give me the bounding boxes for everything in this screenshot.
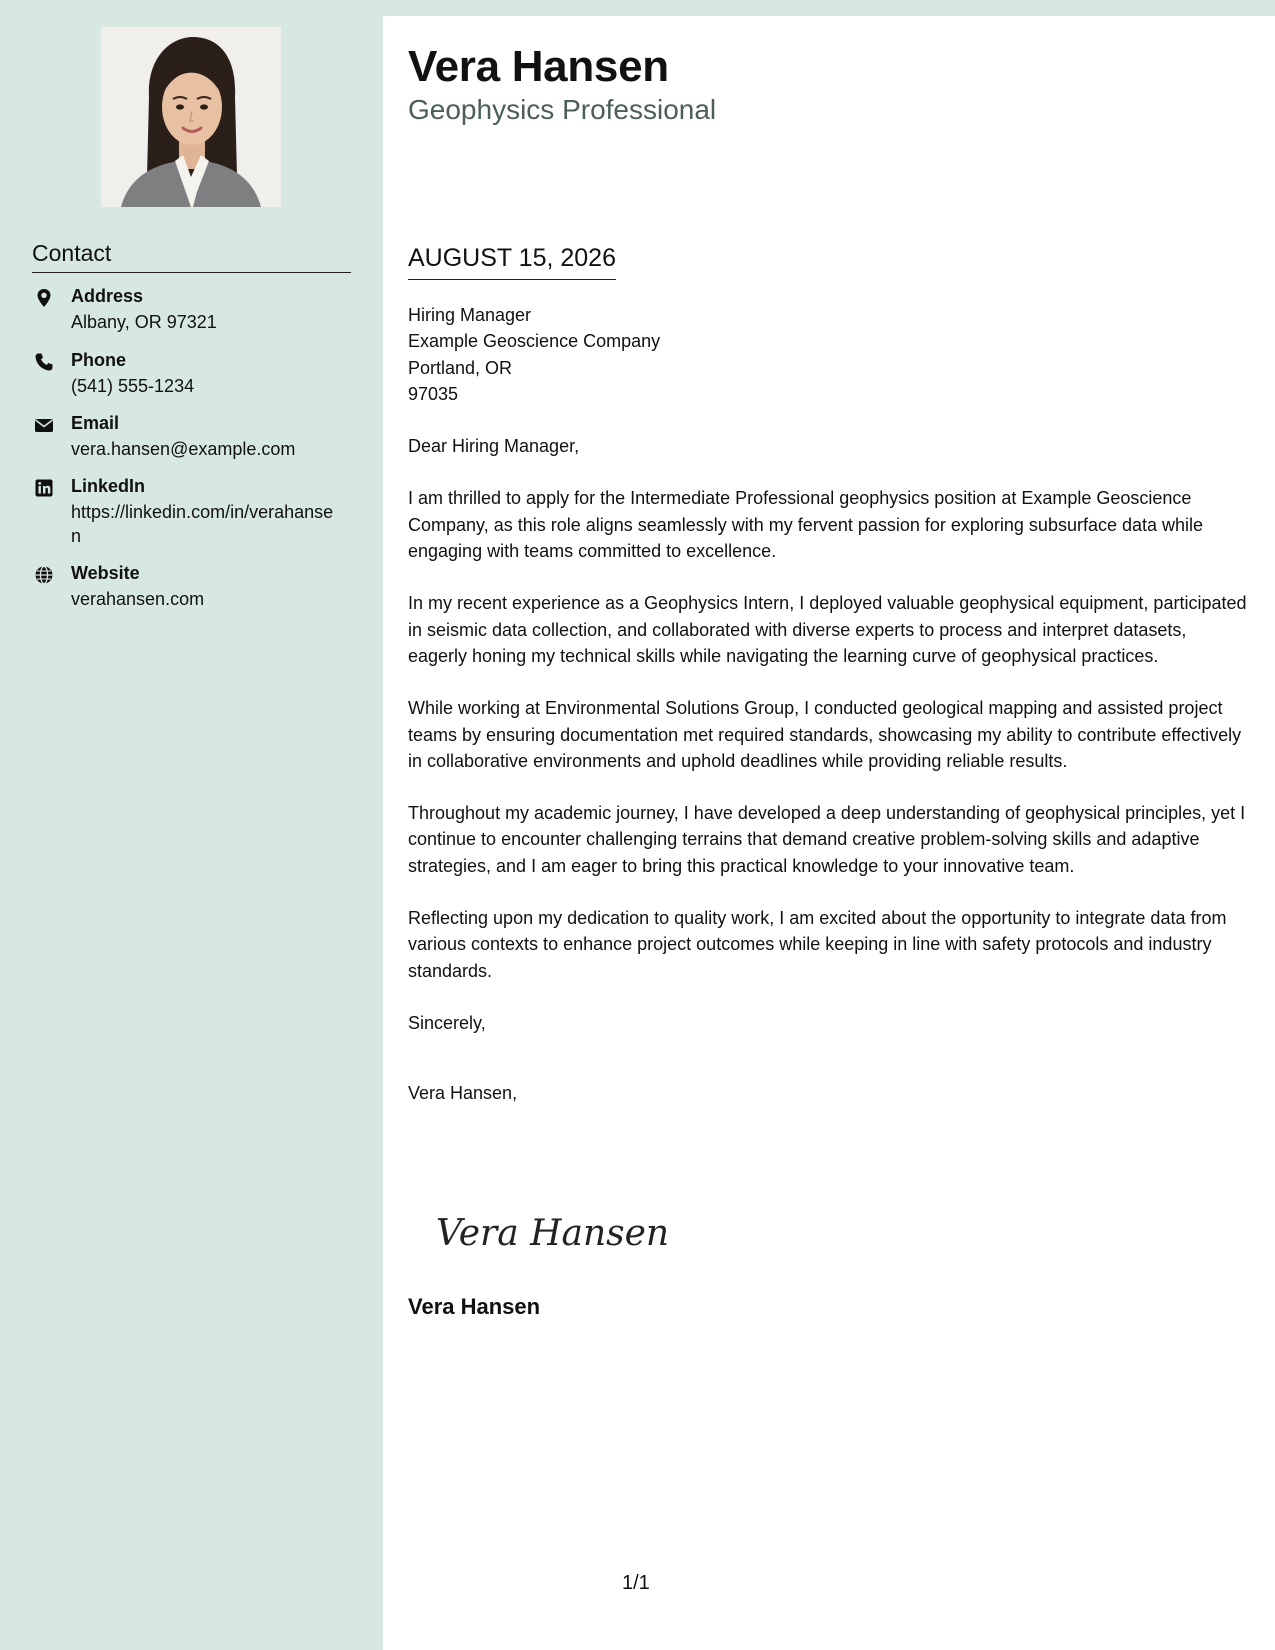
linkedin-value: https://linkedin.com/in/verahansen — [71, 502, 334, 546]
phone-value: (541) 555-1234 — [71, 376, 195, 396]
applicant-name: Vera Hansen — [408, 42, 669, 91]
address-value: Albany, OR 97321 — [71, 312, 217, 332]
profile-photo — [101, 27, 281, 207]
handwritten-signature — [434, 1203, 670, 1263]
linkedin-icon — [34, 478, 54, 498]
sidebar — [0, 0, 383, 1650]
contact-label: Phone — [71, 350, 127, 370]
body-paragraph: Reflecting upon my dedication to quality work, I am excited about the opportunity to integrate data from various contexts to enhance project outcomes while keeping in line with safety protocols and industry standards. — [408, 908, 1227, 981]
letter-body — [408, 302, 1248, 1133]
email-value: vera.hansen@example.com — [71, 439, 296, 459]
contact-heading: Contact — [32, 240, 112, 266]
contact-label: LinkedIn — [71, 476, 146, 496]
body-paragraph: In my recent experience as a Geophysics Intern, I deployed valuable geophysical equipment, participated in seismic data collection, and collaborated with diverse experts to process and interpret datasets, eagerly honing my technical skills while navigating the learning curve of geophysical practices. — [408, 593, 1247, 666]
recipient-line: Portland, OR — [408, 357, 513, 378]
closing: Sincerely, — [408, 1012, 486, 1033]
contact-label: Website — [71, 563, 140, 583]
contact-label: Address — [71, 286, 144, 306]
contact-label: Email — [71, 413, 120, 433]
salutation: Dear Hiring Manager, — [408, 436, 580, 457]
envelope-icon — [34, 415, 54, 435]
top-accent-strip — [383, 0, 1275, 16]
portrait-image — [101, 27, 281, 207]
recipient-line: Hiring Manager — [408, 305, 532, 325]
contact-divider — [32, 272, 351, 273]
body-paragraph: While working at Environmental Solutions Group, I conducted geological mapping and assisted project teams by ensuring documentation met required standards, showcasing my ability to contribute effectively in collaborative environments and uphold deadlines while providing reliable results. — [408, 698, 1242, 771]
globe-icon — [34, 565, 54, 585]
recipient-line: 97035 — [408, 383, 459, 404]
body-paragraph: I am thrilled to apply for the Intermediate Professional geophysics position at Example Geoscience Company, as this role aligns seamlessly with my fervent passion for exploring subsurface data while engaging with teams committed to excellence. — [408, 488, 1204, 562]
page-number: 1/1 — [622, 1572, 650, 1594]
body-paragraph: Throughout my academic journey, I have developed a deep understanding of geophysical principles, yet I continue to encounter challenging terrains that demand creative problem-solving skills and adaptive strategies, and I am eager to bring this practical knowledge to your innovative team. — [408, 803, 1246, 876]
typed-name: Vera Hansen — [408, 1294, 541, 1319]
letter-date: AUGUST 15, 2026 — [408, 244, 616, 280]
recipient-block — [408, 302, 1248, 407]
signature-text: Vera Hansen — [436, 1213, 670, 1254]
recipient-line: Example Geoscience Company — [408, 331, 661, 352]
sign-off-name: Vera Hansen, — [408, 1083, 518, 1104]
applicant-job-title: Geophysics Professional — [408, 94, 717, 125]
website-value: verahansen.com — [71, 589, 205, 609]
phone-icon — [34, 352, 54, 372]
map-pin-icon — [34, 288, 54, 308]
